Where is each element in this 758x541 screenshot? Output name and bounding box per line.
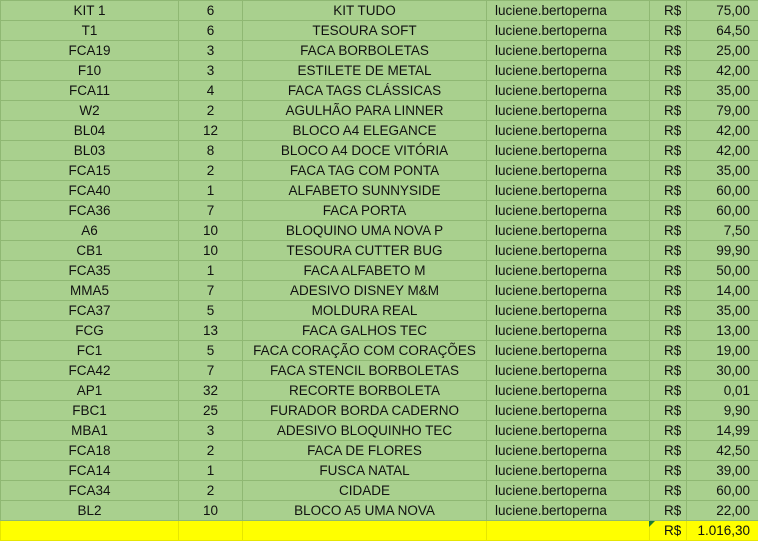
cell-description[interactable]: TESOURA SOFT bbox=[243, 21, 487, 41]
table-row bbox=[1, 1, 758, 21]
cell-description[interactable]: FACA STENCIL BORBOLETAS bbox=[243, 361, 487, 381]
cell-code[interactable]: FCG bbox=[1, 321, 179, 341]
cell-code[interactable]: W2 bbox=[1, 101, 179, 121]
total-empty-cell[interactable] bbox=[179, 521, 243, 541]
cell-description[interactable]: RECORTE BORBOLETA bbox=[243, 381, 487, 401]
cell-description[interactable]: AGULHÃO PARA LINNER bbox=[243, 101, 487, 121]
cell-description[interactable]: FURADOR BORDA CADERNO bbox=[243, 401, 487, 421]
table-row bbox=[1, 281, 758, 301]
total-value[interactable]: 1.016,30 bbox=[687, 521, 758, 541]
cell-quantity[interactable]: 3 bbox=[179, 421, 243, 441]
cell-description[interactable]: KIT TUDO bbox=[243, 1, 487, 21]
cell-currency[interactable]: R$ bbox=[650, 401, 687, 421]
cell-user[interactable]: luciene.bertoperna bbox=[487, 21, 650, 41]
cell-code[interactable]: CB1 bbox=[1, 241, 179, 261]
table-row bbox=[1, 121, 758, 141]
cell-description[interactable]: BLOCO A4 ELEGANCE bbox=[243, 121, 487, 141]
cell-currency[interactable]: R$ bbox=[650, 41, 687, 61]
total-empty-cell[interactable] bbox=[487, 521, 650, 541]
total-empty-cell[interactable] bbox=[1, 521, 179, 541]
table-row bbox=[1, 361, 758, 381]
cell-quantity[interactable]: 32 bbox=[179, 381, 243, 401]
cell-value[interactable]: 7,50 bbox=[687, 221, 758, 241]
cell-value[interactable]: 75,00 bbox=[687, 1, 758, 21]
cell-value[interactable]: 30,00 bbox=[687, 361, 758, 381]
cell-quantity[interactable]: 12 bbox=[179, 121, 243, 141]
cell-value[interactable]: 42,50 bbox=[687, 441, 758, 461]
cell-user[interactable]: luciene.bertoperna bbox=[487, 421, 650, 441]
cell-currency[interactable]: R$ bbox=[650, 81, 687, 101]
cell-value[interactable]: 14,99 bbox=[687, 421, 758, 441]
cell-description[interactable]: FACA TAGS CLÁSSICAS bbox=[243, 81, 487, 101]
cell-user[interactable]: luciene.bertoperna bbox=[487, 41, 650, 61]
cell-quantity[interactable]: 10 bbox=[179, 241, 243, 261]
cell-code[interactable]: FCA36 bbox=[1, 201, 179, 221]
cell-currency[interactable]: R$ bbox=[650, 121, 687, 141]
cell-code[interactable]: FCA18 bbox=[1, 441, 179, 461]
table-row bbox=[1, 221, 758, 241]
cell-code[interactable]: BL03 bbox=[1, 141, 179, 161]
cell-description[interactable]: FACA PORTA bbox=[243, 201, 487, 221]
cell-value[interactable]: 60,00 bbox=[687, 181, 758, 201]
cell-user[interactable]: luciene.bertoperna bbox=[487, 201, 650, 221]
cell-user[interactable]: luciene.bertoperna bbox=[487, 381, 650, 401]
cell-value[interactable]: 60,00 bbox=[687, 481, 758, 501]
cell-quantity[interactable]: 2 bbox=[179, 101, 243, 121]
cell-currency[interactable]: R$ bbox=[650, 461, 687, 481]
table-row bbox=[1, 141, 758, 161]
cell-value[interactable]: 35,00 bbox=[687, 161, 758, 181]
cell-currency[interactable]: R$ bbox=[650, 321, 687, 341]
cell-value[interactable]: 14,00 bbox=[687, 281, 758, 301]
cell-description[interactable]: TESOURA CUTTER BUG bbox=[243, 241, 487, 261]
cell-user[interactable]: luciene.bertoperna bbox=[487, 81, 650, 101]
cell-quantity[interactable]: 4 bbox=[179, 81, 243, 101]
cell-quantity[interactable]: 8 bbox=[179, 141, 243, 161]
cell-description[interactable]: BLOCO A4 DOCE VITÓRIA bbox=[243, 141, 487, 161]
table-row bbox=[1, 261, 758, 281]
cell-user[interactable]: luciene.bertoperna bbox=[487, 481, 650, 501]
cell-quantity[interactable]: 7 bbox=[179, 281, 243, 301]
total-empty-cell[interactable] bbox=[243, 521, 487, 541]
cell-quantity[interactable]: 7 bbox=[179, 361, 243, 381]
cell-user[interactable]: luciene.bertoperna bbox=[487, 121, 650, 141]
cell-code[interactable]: FCA35 bbox=[1, 261, 179, 281]
cell-currency[interactable]: R$ bbox=[650, 201, 687, 221]
cell-currency[interactable]: R$ bbox=[650, 281, 687, 301]
cell-code[interactable]: AP1 bbox=[1, 381, 179, 401]
cell-code[interactable]: FBC1 bbox=[1, 401, 179, 421]
cell-user[interactable]: luciene.bertoperna bbox=[487, 281, 650, 301]
cell-value[interactable]: 60,00 bbox=[687, 201, 758, 221]
cell-description[interactable]: MOLDURA REAL bbox=[243, 301, 487, 321]
cell-quantity[interactable]: 5 bbox=[179, 341, 243, 361]
cell-user[interactable]: luciene.bertoperna bbox=[487, 321, 650, 341]
cell-description[interactable]: BLOQUINO UMA NOVA P bbox=[243, 221, 487, 241]
table-row bbox=[1, 41, 758, 61]
cell-currency[interactable]: R$ bbox=[650, 261, 687, 281]
cell-code[interactable]: A6 bbox=[1, 221, 179, 241]
table-row bbox=[1, 81, 758, 101]
cell-code[interactable]: FC1 bbox=[1, 341, 179, 361]
cell-user[interactable]: luciene.bertoperna bbox=[487, 161, 650, 181]
cell-quantity[interactable]: 2 bbox=[179, 481, 243, 501]
cell-quantity[interactable]: 1 bbox=[179, 261, 243, 281]
cell-value[interactable]: 35,00 bbox=[687, 301, 758, 321]
cell-currency[interactable]: R$ bbox=[650, 441, 687, 461]
cell-currency[interactable]: R$ bbox=[650, 341, 687, 361]
cell-currency[interactable]: R$ bbox=[650, 381, 687, 401]
cell-value[interactable]: 19,00 bbox=[687, 341, 758, 361]
cell-code[interactable]: FCA15 bbox=[1, 161, 179, 181]
table-row bbox=[1, 501, 758, 521]
cell-quantity[interactable]: 10 bbox=[179, 501, 243, 521]
cell-code[interactable]: FCA14 bbox=[1, 461, 179, 481]
cell-code[interactable]: T1 bbox=[1, 21, 179, 41]
table-row bbox=[1, 401, 758, 421]
cell-quantity[interactable]: 3 bbox=[179, 41, 243, 61]
cell-user[interactable]: luciene.bertoperna bbox=[487, 461, 650, 481]
table-row bbox=[1, 21, 758, 41]
cell-quantity[interactable]: 6 bbox=[179, 21, 243, 41]
table-row bbox=[1, 481, 758, 501]
cell-value[interactable]: 39,00 bbox=[687, 461, 758, 481]
cell-user[interactable]: luciene.bertoperna bbox=[487, 101, 650, 121]
cell-description[interactable]: CIDADE bbox=[243, 481, 487, 501]
cell-description[interactable]: ADESIVO BLOQUINHO TEC bbox=[243, 421, 487, 441]
cell-code[interactable]: FCA19 bbox=[1, 41, 179, 61]
table-row bbox=[1, 181, 758, 201]
table-row bbox=[1, 461, 758, 481]
cell-code[interactable]: BL04 bbox=[1, 121, 179, 141]
cell-description[interactable]: BLOCO A5 UMA NOVA bbox=[243, 501, 487, 521]
table-row bbox=[1, 321, 758, 341]
cell-currency[interactable]: R$ bbox=[650, 61, 687, 81]
cell-quantity[interactable]: 5 bbox=[179, 301, 243, 321]
cell-value[interactable]: 42,00 bbox=[687, 141, 758, 161]
cell-user[interactable]: luciene.bertoperna bbox=[487, 141, 650, 161]
table-row bbox=[1, 61, 758, 81]
cell-currency[interactable]: R$ bbox=[650, 221, 687, 241]
cell-quantity[interactable]: 25 bbox=[179, 401, 243, 421]
cell-value[interactable]: 50,00 bbox=[687, 261, 758, 281]
cell-currency[interactable]: R$ bbox=[650, 421, 687, 441]
cell-user[interactable]: luciene.bertoperna bbox=[487, 441, 650, 461]
cell-description[interactable]: FACA DE FLORES bbox=[243, 441, 487, 461]
cell-currency[interactable]: R$ bbox=[650, 101, 687, 121]
table-row bbox=[1, 421, 758, 441]
cell-quantity[interactable]: 2 bbox=[179, 441, 243, 461]
table-row bbox=[1, 381, 758, 401]
cell-currency[interactable]: R$ bbox=[650, 361, 687, 381]
cell-code[interactable]: F10 bbox=[1, 61, 179, 81]
cell-quantity[interactable]: 1 bbox=[179, 181, 243, 201]
cell-code[interactable]: MBA1 bbox=[1, 421, 179, 441]
cell-currency[interactable]: R$ bbox=[650, 161, 687, 181]
table-row bbox=[1, 301, 758, 321]
cell-user[interactable]: luciene.bertoperna bbox=[487, 341, 650, 361]
cell-user[interactable]: luciene.bertoperna bbox=[487, 301, 650, 321]
cell-value[interactable]: 99,90 bbox=[687, 241, 758, 261]
cell-description[interactable]: FACA BORBOLETAS bbox=[243, 41, 487, 61]
cell-code[interactable]: FCA34 bbox=[1, 481, 179, 501]
cell-quantity[interactable]: 1 bbox=[179, 461, 243, 481]
cell-currency[interactable]: R$ bbox=[650, 1, 687, 21]
cell-value[interactable]: 42,00 bbox=[687, 61, 758, 81]
cell-code[interactable]: FCA40 bbox=[1, 181, 179, 201]
cell-user[interactable]: luciene.bertoperna bbox=[487, 181, 650, 201]
table-row bbox=[1, 441, 758, 461]
cell-quantity[interactable]: 7 bbox=[179, 201, 243, 221]
cell-currency[interactable]: R$ bbox=[650, 181, 687, 201]
cell-quantity[interactable]: 3 bbox=[179, 61, 243, 81]
cell-currency[interactable]: R$ bbox=[650, 21, 687, 41]
cell-error-indicator-icon bbox=[649, 521, 655, 527]
cell-currency[interactable]: R$ bbox=[650, 141, 687, 161]
cell-description[interactable]: ADESIVO DISNEY M&M bbox=[243, 281, 487, 301]
cell-description[interactable]: FACA GALHOS TEC bbox=[243, 321, 487, 341]
cell-user[interactable]: luciene.bertoperna bbox=[487, 61, 650, 81]
total-row bbox=[1, 521, 758, 541]
cell-quantity[interactable]: 10 bbox=[179, 221, 243, 241]
table-row bbox=[1, 241, 758, 261]
table-row bbox=[1, 341, 758, 361]
cell-user[interactable]: luciene.bertoperna bbox=[487, 501, 650, 521]
cell-value[interactable]: 0,01 bbox=[687, 381, 758, 401]
cell-value[interactable]: 22,00 bbox=[687, 501, 758, 521]
cell-code[interactable]: BL2 bbox=[1, 501, 179, 521]
cell-description[interactable]: FACA TAG COM PONTA bbox=[243, 161, 487, 181]
cell-user[interactable]: luciene.bertoperna bbox=[487, 241, 650, 261]
cell-code[interactable]: FCA11 bbox=[1, 81, 179, 101]
cell-currency[interactable]: R$ bbox=[650, 481, 687, 501]
cell-quantity[interactable]: 2 bbox=[179, 161, 243, 181]
cell-user[interactable]: luciene.bertoperna bbox=[487, 221, 650, 241]
cell-description[interactable]: FACA CORAÇÃO COM CORAÇÕES bbox=[243, 341, 487, 361]
cell-value[interactable]: 25,00 bbox=[687, 41, 758, 61]
cell-value[interactable]: 42,00 bbox=[687, 121, 758, 141]
cell-user[interactable]: luciene.bertoperna bbox=[487, 261, 650, 281]
cell-code[interactable]: MMA5 bbox=[1, 281, 179, 301]
cell-quantity[interactable]: 13 bbox=[179, 321, 243, 341]
cell-user[interactable]: luciene.bertoperna bbox=[487, 361, 650, 381]
cell-description[interactable]: FACA ALFABETO M bbox=[243, 261, 487, 281]
table-row bbox=[1, 161, 758, 181]
cell-description[interactable]: FUSCA NATAL bbox=[243, 461, 487, 481]
cell-value[interactable]: 13,00 bbox=[687, 321, 758, 341]
table-row bbox=[1, 201, 758, 221]
cell-value[interactable]: 64,50 bbox=[687, 21, 758, 41]
cell-code[interactable]: FCA37 bbox=[1, 301, 179, 321]
cell-code[interactable]: KIT 1 bbox=[1, 1, 179, 21]
cell-currency[interactable]: R$ bbox=[650, 501, 687, 521]
cell-description[interactable]: ALFABETO SUNNYSIDE bbox=[243, 181, 487, 201]
cell-value[interactable]: 35,00 bbox=[687, 81, 758, 101]
cell-quantity[interactable]: 6 bbox=[179, 1, 243, 21]
total-currency[interactable]: R$ bbox=[650, 521, 687, 541]
table-row bbox=[1, 101, 758, 121]
cell-code[interactable]: FCA42 bbox=[1, 361, 179, 381]
cell-description[interactable]: ESTILETE DE METAL bbox=[243, 61, 487, 81]
cell-value[interactable]: 9,90 bbox=[687, 401, 758, 421]
cell-user[interactable]: luciene.bertoperna bbox=[487, 1, 650, 21]
cell-user[interactable]: luciene.bertoperna bbox=[487, 401, 650, 421]
cell-currency[interactable]: R$ bbox=[650, 301, 687, 321]
cell-currency[interactable]: R$ bbox=[650, 241, 687, 261]
cell-value[interactable]: 79,00 bbox=[687, 101, 758, 121]
